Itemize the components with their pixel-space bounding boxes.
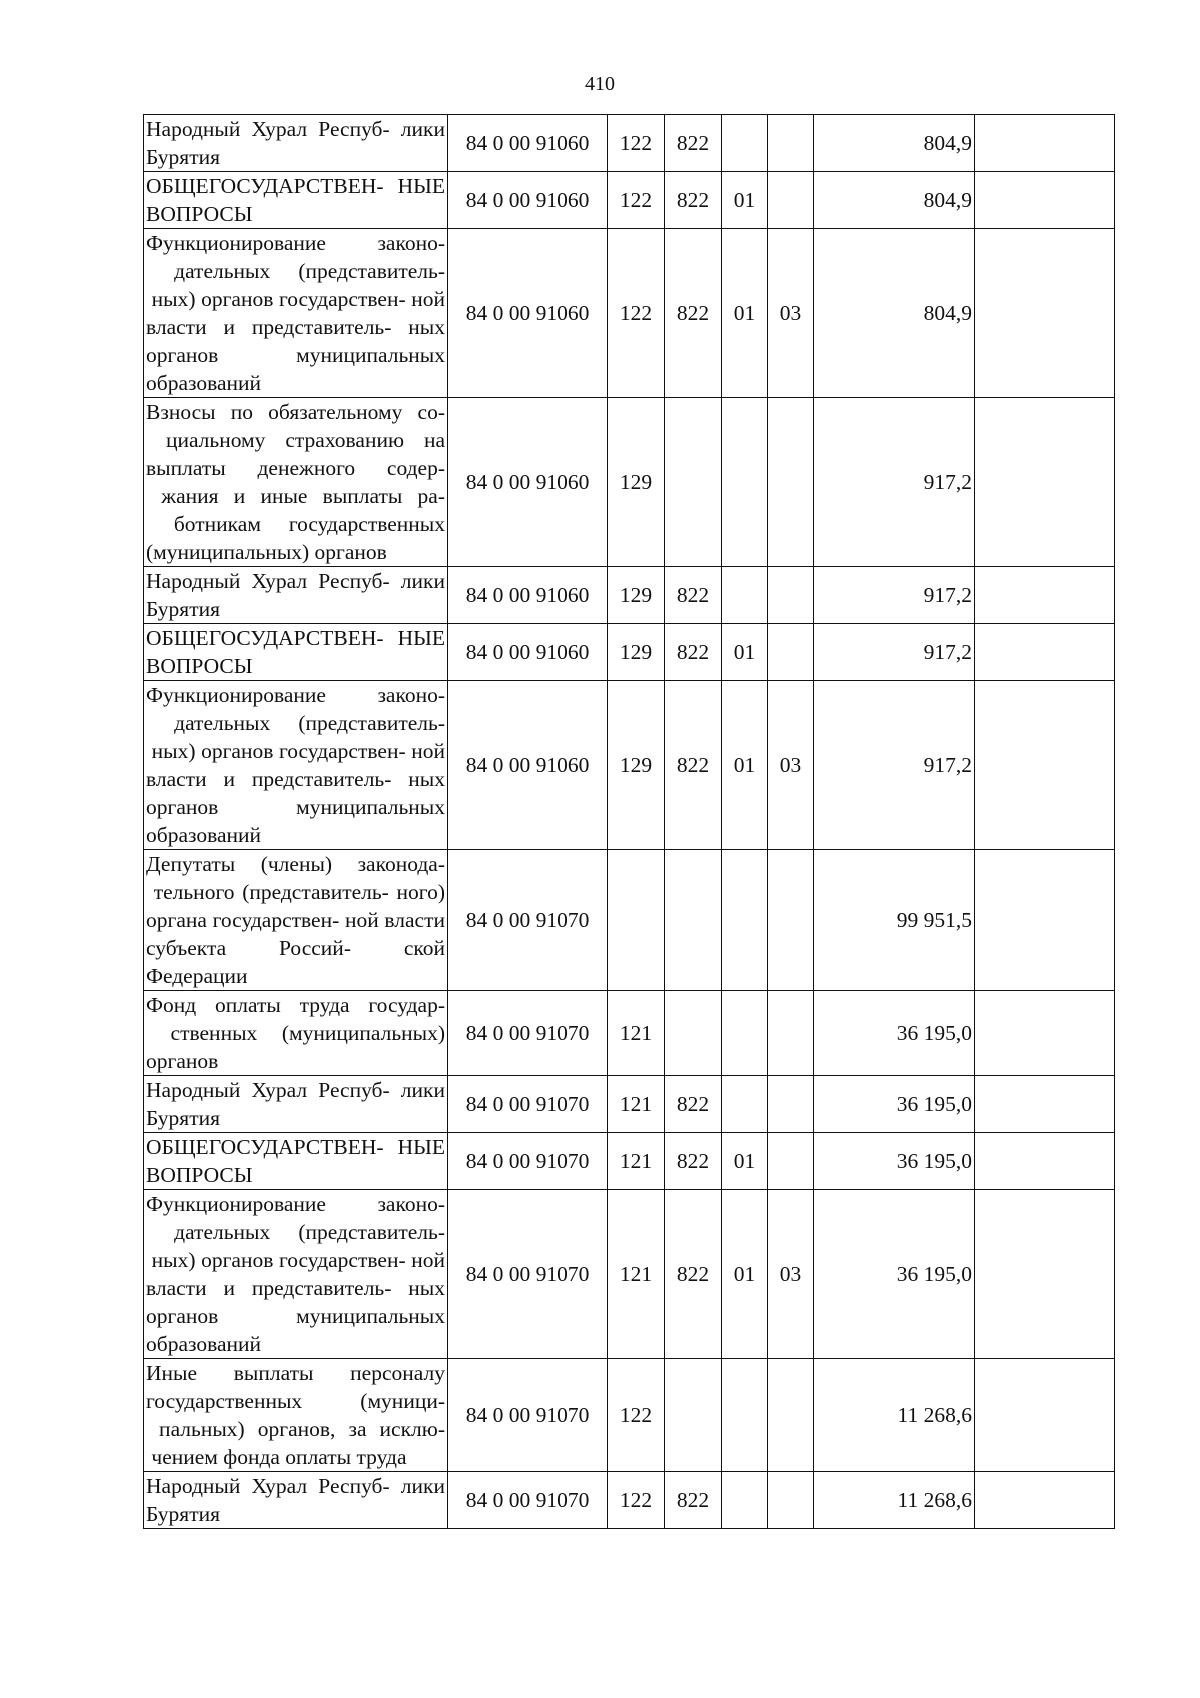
row-empty-cell bbox=[975, 991, 1115, 1076]
row-subsection-cell bbox=[768, 172, 814, 229]
table-body bbox=[144, 115, 1115, 1529]
row-name-cell: ОБЩЕГОСУДАРСТВЕН- НЫЕ ВОПРОСЫ bbox=[144, 1133, 448, 1190]
row-empty-cell bbox=[975, 681, 1115, 850]
row-subsection-cell bbox=[768, 850, 814, 991]
row-expense-type-cell: 121 bbox=[608, 1190, 665, 1359]
row-empty-cell bbox=[975, 567, 1115, 624]
table-row bbox=[144, 1133, 1115, 1190]
row-admin-code-cell: 822 bbox=[665, 681, 722, 850]
row-amount-cell: 917,2 bbox=[814, 398, 975, 567]
row-expense-type-cell: 129 bbox=[608, 567, 665, 624]
row-admin-code-cell: 822 bbox=[665, 1133, 722, 1190]
row-empty-cell bbox=[975, 398, 1115, 567]
row-empty-cell bbox=[975, 850, 1115, 991]
row-admin-code-cell: 822 bbox=[665, 115, 722, 172]
row-target-article-cell: 84 0 00 91070 bbox=[448, 1472, 608, 1529]
row-subsection-cell bbox=[768, 991, 814, 1076]
table-row bbox=[144, 172, 1115, 229]
table-row bbox=[144, 1472, 1115, 1529]
row-empty-cell bbox=[975, 1133, 1115, 1190]
row-name-cell: Депутаты (члены) законода- тельного (представитель- ного) органа государствен- ной власти субъекта Россий- ской Федерации bbox=[144, 850, 448, 991]
row-subsection-cell bbox=[768, 1472, 814, 1529]
row-amount-cell: 804,9 bbox=[814, 229, 975, 398]
row-section-cell: 01 bbox=[722, 1190, 768, 1359]
row-expense-type-cell: 129 bbox=[608, 398, 665, 567]
row-section-cell: 01 bbox=[722, 229, 768, 398]
row-subsection-cell: 03 bbox=[768, 1190, 814, 1359]
row-admin-code-cell: 822 bbox=[665, 624, 722, 681]
row-section-cell bbox=[722, 1076, 768, 1133]
row-target-article-cell: 84 0 00 91060 bbox=[448, 398, 608, 567]
row-section-cell bbox=[722, 398, 768, 567]
row-admin-code-cell bbox=[665, 398, 722, 567]
table-row bbox=[144, 991, 1115, 1076]
row-admin-code-cell: 822 bbox=[665, 1472, 722, 1529]
row-section-cell: 01 bbox=[722, 681, 768, 850]
table-row bbox=[144, 624, 1115, 681]
row-subsection-cell bbox=[768, 624, 814, 681]
row-amount-cell: 36 195,0 bbox=[814, 1190, 975, 1359]
table-row bbox=[144, 115, 1115, 172]
row-admin-code-cell bbox=[665, 1359, 722, 1472]
row-name-cell: Народный Хурал Респуб- лики Бурятия bbox=[144, 1076, 448, 1133]
row-admin-code-cell: 822 bbox=[665, 1076, 722, 1133]
row-target-article-cell: 84 0 00 91060 bbox=[448, 681, 608, 850]
row-name-cell: Народный Хурал Респуб- лики Бурятия bbox=[144, 115, 448, 172]
row-name-cell: Функционирование законо- дательных (представитель- ных) органов государствен- ной власти и представитель- ных органов муниципальных образований bbox=[144, 229, 448, 398]
row-subsection-cell bbox=[768, 1359, 814, 1472]
row-admin-code-cell bbox=[665, 991, 722, 1076]
row-target-article-cell: 84 0 00 91070 bbox=[448, 850, 608, 991]
row-subsection-cell bbox=[768, 115, 814, 172]
row-target-article-cell: 84 0 00 91060 bbox=[448, 624, 608, 681]
row-subsection-cell: 03 bbox=[768, 681, 814, 850]
row-name-cell: Народный Хурал Респуб- лики Бурятия bbox=[144, 1472, 448, 1529]
row-amount-cell: 917,2 bbox=[814, 624, 975, 681]
row-section-cell bbox=[722, 991, 768, 1076]
row-target-article-cell: 84 0 00 91070 bbox=[448, 1133, 608, 1190]
row-name-cell: Функционирование законо- дательных (представитель- ных) органов государствен- ной власти и представитель- ных органов муниципальных образований bbox=[144, 1190, 448, 1359]
row-subsection-cell bbox=[768, 1133, 814, 1190]
row-target-article-cell: 84 0 00 91060 bbox=[448, 229, 608, 398]
row-section-cell: 01 bbox=[722, 172, 768, 229]
row-admin-code-cell: 822 bbox=[665, 172, 722, 229]
row-empty-cell bbox=[975, 172, 1115, 229]
row-amount-cell: 36 195,0 bbox=[814, 1133, 975, 1190]
row-admin-code-cell: 822 bbox=[665, 1190, 722, 1359]
row-empty-cell bbox=[975, 1190, 1115, 1359]
table-row bbox=[144, 1076, 1115, 1133]
table-row bbox=[144, 1190, 1115, 1359]
row-subsection-cell bbox=[768, 398, 814, 567]
row-name-cell: Иные выплаты персоналу государственных (муници- пальных) органов, за исклю- чением фонда оплаты труда bbox=[144, 1359, 448, 1472]
row-empty-cell bbox=[975, 624, 1115, 681]
row-expense-type-cell: 122 bbox=[608, 1472, 665, 1529]
row-name-cell: Функционирование законо- дательных (представитель- ных) органов государствен- ной власти и представитель- ных органов муниципальных образований bbox=[144, 681, 448, 850]
row-expense-type-cell: 121 bbox=[608, 991, 665, 1076]
row-empty-cell bbox=[975, 1472, 1115, 1529]
row-amount-cell: 917,2 bbox=[814, 681, 975, 850]
row-target-article-cell: 84 0 00 91060 bbox=[448, 172, 608, 229]
row-target-article-cell: 84 0 00 91060 bbox=[448, 567, 608, 624]
row-amount-cell: 11 268,6 bbox=[814, 1359, 975, 1472]
row-section-cell: 01 bbox=[722, 1133, 768, 1190]
row-section-cell bbox=[722, 115, 768, 172]
row-expense-type-cell: 121 bbox=[608, 1076, 665, 1133]
row-name-cell: ОБЩЕГОСУДАРСТВЕН- НЫЕ ВОПРОСЫ bbox=[144, 172, 448, 229]
row-empty-cell bbox=[975, 115, 1115, 172]
row-empty-cell bbox=[975, 1359, 1115, 1472]
row-name-cell: Взносы по обязательному со- циальному страхованию на выплаты денежного содер- жания и иные выплаты ра- ботникам государственных (муниципальных) органов bbox=[144, 398, 448, 567]
row-target-article-cell: 84 0 00 91070 bbox=[448, 1190, 608, 1359]
row-admin-code-cell bbox=[665, 850, 722, 991]
row-target-article-cell: 84 0 00 91060 bbox=[448, 115, 608, 172]
row-amount-cell: 36 195,0 bbox=[814, 1076, 975, 1133]
row-target-article-cell: 84 0 00 91070 bbox=[448, 1359, 608, 1472]
budget-table bbox=[143, 114, 1115, 1529]
row-admin-code-cell: 822 bbox=[665, 567, 722, 624]
row-expense-type-cell: 129 bbox=[608, 681, 665, 850]
row-expense-type-cell: 122 bbox=[608, 1359, 665, 1472]
row-amount-cell: 11 268,6 bbox=[814, 1472, 975, 1529]
row-empty-cell bbox=[975, 229, 1115, 398]
row-section-cell bbox=[722, 567, 768, 624]
row-target-article-cell: 84 0 00 91070 bbox=[448, 991, 608, 1076]
table-row bbox=[144, 567, 1115, 624]
row-expense-type-cell: 121 bbox=[608, 1133, 665, 1190]
row-amount-cell: 36 195,0 bbox=[814, 991, 975, 1076]
row-amount-cell: 804,9 bbox=[814, 172, 975, 229]
row-section-cell bbox=[722, 1359, 768, 1472]
row-expense-type-cell: 122 bbox=[608, 115, 665, 172]
row-amount-cell: 917,2 bbox=[814, 567, 975, 624]
row-expense-type-cell: 129 bbox=[608, 624, 665, 681]
row-admin-code-cell: 822 bbox=[665, 229, 722, 398]
table-row bbox=[144, 229, 1115, 398]
table-row bbox=[144, 681, 1115, 850]
table-row bbox=[144, 850, 1115, 991]
page-number: 410 bbox=[585, 73, 615, 95]
row-expense-type-cell bbox=[608, 850, 665, 991]
row-section-cell: 01 bbox=[722, 624, 768, 681]
row-name-cell: Народный Хурал Респуб- лики Бурятия bbox=[144, 567, 448, 624]
row-amount-cell: 804,9 bbox=[814, 115, 975, 172]
row-target-article-cell: 84 0 00 91070 bbox=[448, 1076, 608, 1133]
row-empty-cell bbox=[975, 1076, 1115, 1133]
row-amount-cell: 99 951,5 bbox=[814, 850, 975, 991]
row-subsection-cell bbox=[768, 1076, 814, 1133]
row-subsection-cell bbox=[768, 567, 814, 624]
row-subsection-cell: 03 bbox=[768, 229, 814, 398]
row-section-cell bbox=[722, 1472, 768, 1529]
row-section-cell bbox=[722, 850, 768, 991]
row-name-cell: ОБЩЕГОСУДАРСТВЕН- НЫЕ ВОПРОСЫ bbox=[144, 624, 448, 681]
table-row bbox=[144, 1359, 1115, 1472]
row-expense-type-cell: 122 bbox=[608, 229, 665, 398]
row-expense-type-cell: 122 bbox=[608, 172, 665, 229]
table-row bbox=[144, 398, 1115, 567]
row-name-cell: Фонд оплаты труда государ- ственных (муниципальных) органов bbox=[144, 991, 448, 1076]
